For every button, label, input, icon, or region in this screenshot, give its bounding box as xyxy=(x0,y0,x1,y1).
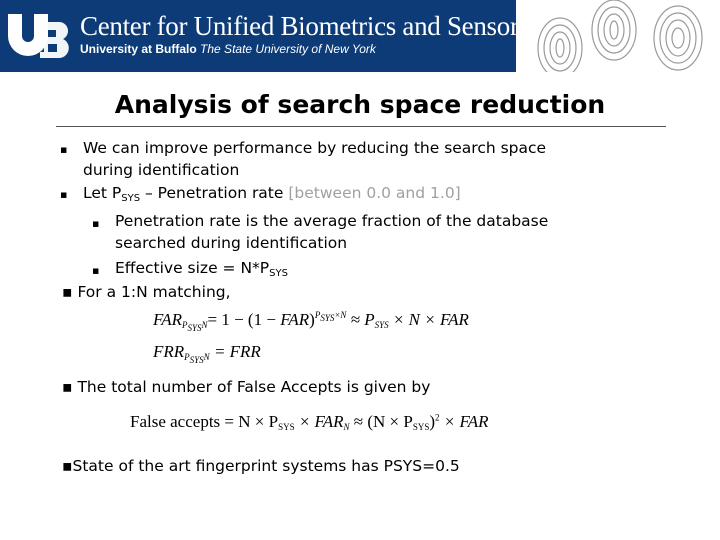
header-banner xyxy=(0,0,720,72)
penetration-range: [between 0.0 and 1.0] xyxy=(288,184,461,202)
sub-bullet-2: Effective size = $N*P_{SYS}$ xyxy=(115,259,288,279)
bullet-2: Let $P_{SYS}$ – Penetration rate [between 0.0 and 1.0] xyxy=(83,184,461,204)
equation-frr: $FRR_{P_{SYS}N}$ = FRR xyxy=(153,342,261,365)
sub-bullet-1-line-1: Penetration rate is the average fraction of the database xyxy=(115,212,549,230)
bullet-5: ▪State of the art fingerprint systems has PSYS=0.5 xyxy=(62,457,460,475)
center-name: Center for Unified Biometrics and Sensors xyxy=(80,11,529,41)
slide-title: Analysis of search space reduction xyxy=(114,90,606,119)
equation-far: $FAR_{P_{SYS}N}= 1 - (1 - FAR)^{P_{SYS}\times N} \approx P_{SYS} \times N$ × FAR xyxy=(153,310,469,333)
fingerprint-images xyxy=(516,0,720,72)
bullet-3: ▪ For a 1:N matching, xyxy=(62,283,231,301)
sub-bullet-square-icon: ▪ xyxy=(92,264,100,277)
sub-bullet-1-line-2: searched during identification xyxy=(115,234,348,252)
bullet-1-line-2: during identification xyxy=(83,161,240,179)
title-divider xyxy=(56,126,666,127)
bullet-4: ▪ The total number of False Accepts is given by xyxy=(62,378,431,396)
equation-false-accepts: False accepts = $N \times P_{SYS} \times FAR_N \approx (N \times P_{SYS})^2$ × FAR xyxy=(130,412,489,432)
bullet-square-icon: ▪ xyxy=(60,143,68,156)
university-subtitle: The State University of New York xyxy=(200,42,376,56)
sub-bullet-square-icon: ▪ xyxy=(92,217,100,230)
bullet-square-icon: ▪ xyxy=(60,188,68,201)
university-line: University at Buffalo The State University of New York xyxy=(80,42,376,56)
ub-logo-icon xyxy=(6,8,72,60)
bullet-1-line-1: We can improve performance by reducing the search space xyxy=(83,139,547,157)
